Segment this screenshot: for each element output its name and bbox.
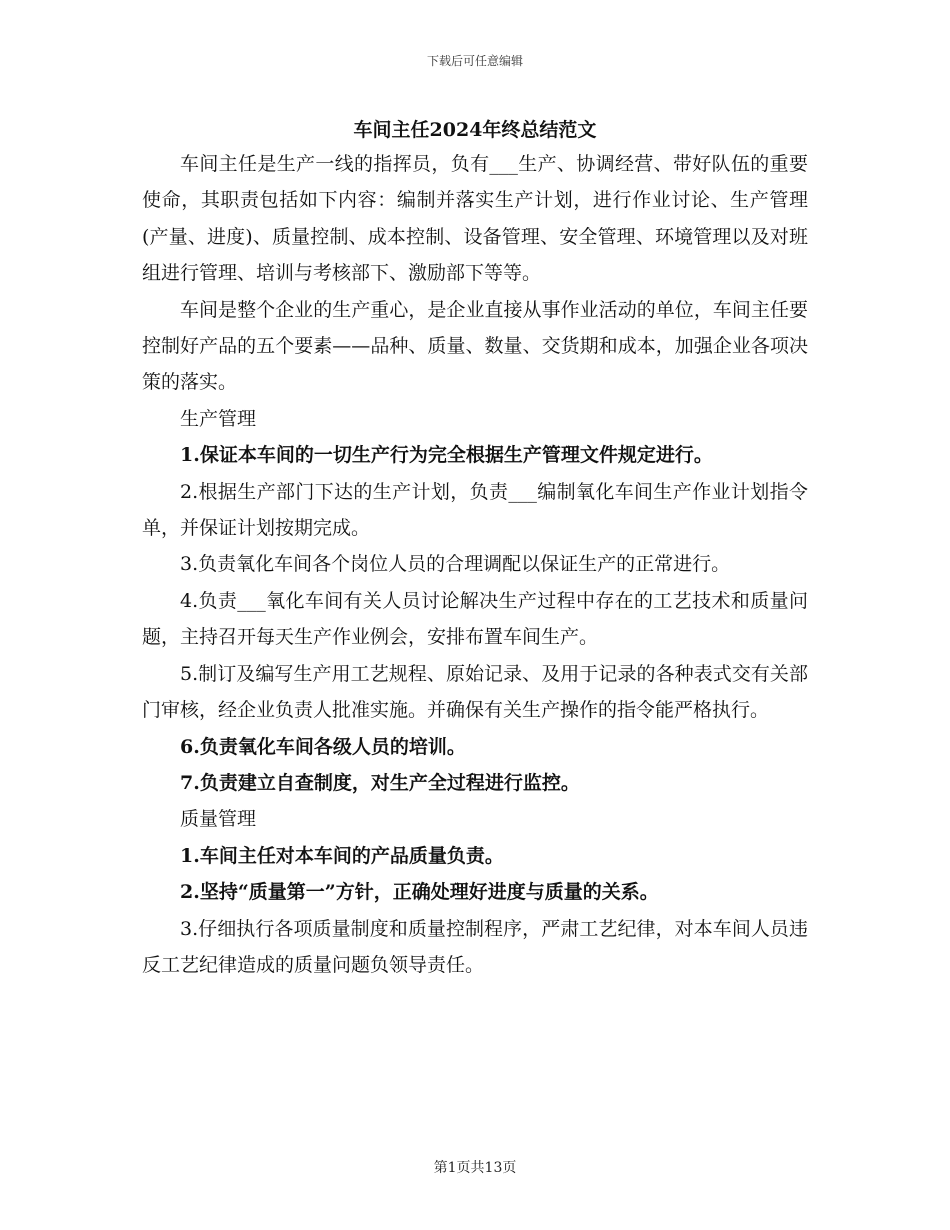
production-item-2: 2.根据生产部门下达的生产计划，负责___编制氧化车间生产作业计划指令单，并保证计划按期完成。 [142,480,808,540]
production-item-6: 6.负责氧化车间各级人员的培训。 [180,735,466,758]
quality-item-3: 3.仔细执行各项质量制度和质量控制程序，严肃工艺纪律，对本车间人员违反工艺纪律造成的质量问题负领导责任。 [142,917,808,976]
quality-item-1: 1.车间主任对本车间的产品质量负责。 [180,844,504,867]
production-item-3: 3.负责氧化车间各个岗位人员的合理调配以保证生产的正常进行。 [180,553,731,576]
paragraph-intro: 车间主任是生产一线的指挥员，负有___生产、协调经营、带好队伍的重要使命，其职责包括如下内容：编制并落实生产计划，进行作业讨论、生产管理(产量、进度)、质量控制、成本控制、设备管理、安全管理、环境管理以及对班组进行管理、培训与考核部下、激励部下等等。 [142,153,808,285]
section-heading-production: 生产管理 [180,407,257,430]
paragraph-workshop: 车间是整个企业的生产重心，是企业直接从事作业活动的单位，车间主任要控制好产品的五个要素——品种、质量、数量、交货期和成本，加强企业各项决策的落实。 [142,298,808,394]
production-item-7: 7.负责建立自查制度，对生产全过程进行监控。 [180,771,580,794]
document-body [142,146,808,983]
production-item-5: 5.制订及编写生产用工艺规程、原始记录、及用于记录的各种表式交有关部门审核，经企业负责人批准实施。并确保有关生产操作的指令能严格执行。 [142,662,808,722]
production-item-4: 4.负责___氧化车间有关人员讨论解决生产过程中存在的工艺技术和质量问题，主持召开每天生产作业例会，安排布置车间生产。 [142,589,808,649]
page-footer-pagination: 第1页共13页 [433,1160,517,1176]
section-heading-quality: 质量管理 [180,808,257,831]
page-header-note: 下载后可任意编辑 [426,54,523,68]
quality-item-2: 2.坚持“质量第一”方针，正确处理好进度与质量的关系。 [180,881,659,904]
production-item-1: 1.保证本车间的一切生产行为完全根据生产管理文件规定进行。 [180,444,713,467]
document-title: 车间主任2024年终总结范文 [353,119,597,141]
